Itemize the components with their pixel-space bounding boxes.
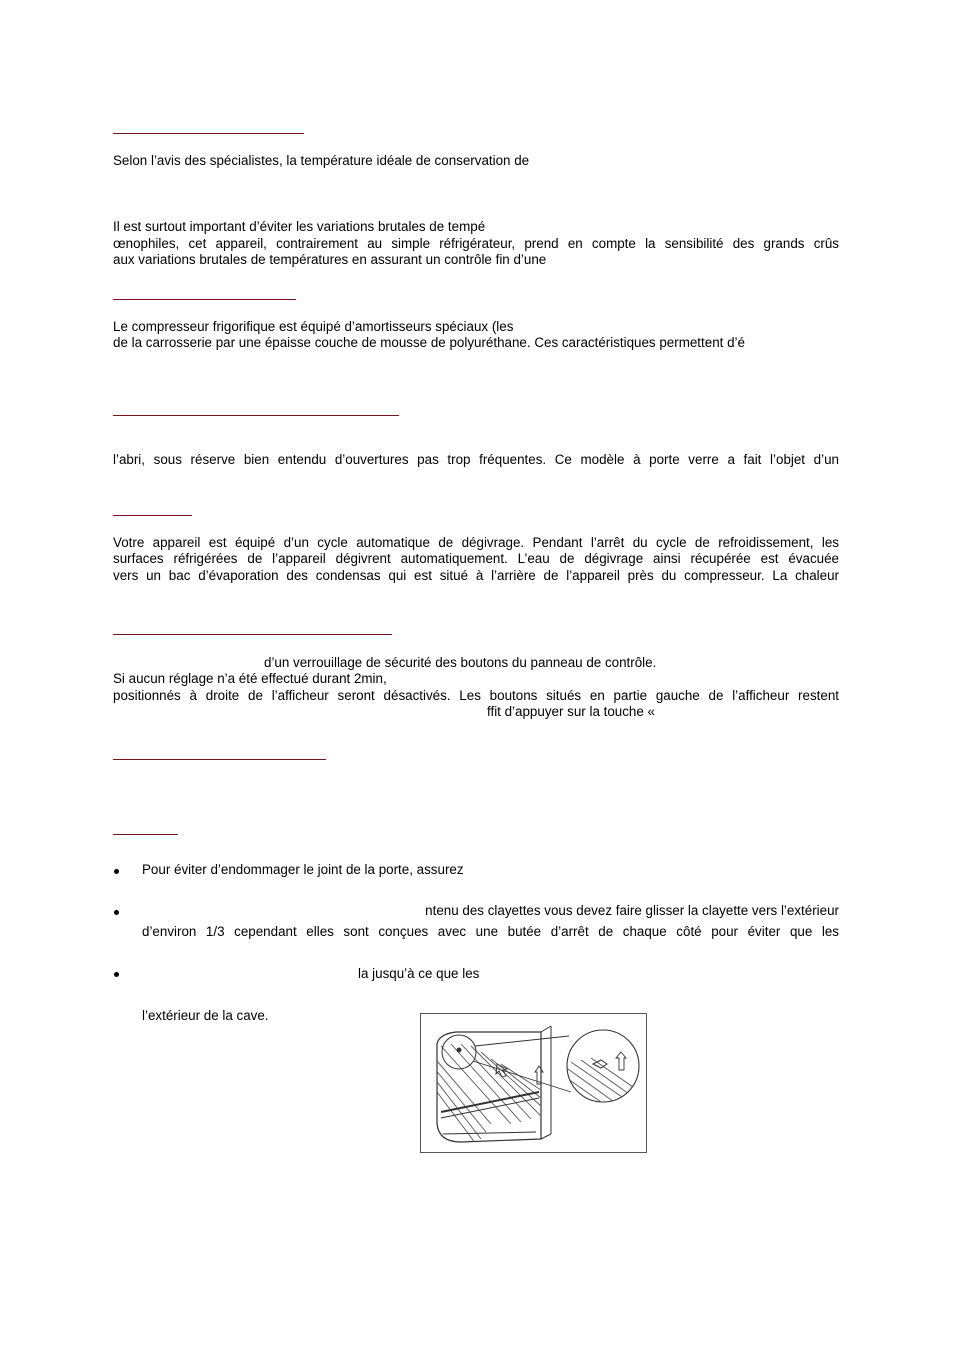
bullet-marker bbox=[114, 910, 119, 915]
heading-rule-3 bbox=[113, 415, 399, 416]
paragraph-line: œnophiles, cet appareil, contrairement au simple réfrigérateur, prend en compte la sensibilité des grands crûs bbox=[113, 236, 839, 251]
paragraph-line: ffit d’appuyer sur la touche « bbox=[487, 704, 655, 719]
shelf-drawing bbox=[421, 1014, 646, 1152]
heading-rule-5 bbox=[113, 634, 392, 635]
paragraph-line: de la carrosserie par une épaisse couche de mousse de polyuréthane. Ces caractéristiques permettent d’é bbox=[113, 335, 745, 350]
heading-rule-4 bbox=[113, 515, 192, 516]
trailing-text: l’extérieur de la cave. bbox=[142, 1008, 269, 1023]
shelf-illustration bbox=[420, 1013, 647, 1153]
bullet-text: d’environ 1/3 cependant elles sont conçues avec une butée d’arrêt de chaque côté pour éviter que les bbox=[142, 924, 839, 939]
paragraph-line: d’un verrouillage de sécurité des boutons du panneau de contrôle. bbox=[264, 655, 657, 670]
paragraph-line: l’abri, sous réserve bien entendu d’ouvertures pas trop fréquentes. Ce modèle à porte verre a fait l’objet d’un bbox=[113, 452, 839, 467]
heading-rule-2 bbox=[113, 299, 296, 300]
paragraph-line: Le compresseur frigorifique est équipé d’amortisseurs spéciaux (les bbox=[113, 319, 514, 334]
bullet-text: ntenu des clayettes vous devez faire glisser la clayette vers l’extérieur bbox=[425, 903, 839, 918]
paragraph-line: Votre appareil est équipé d’un cycle automatique de dégivrage. Pendant l’arrêt du cycle de refroidissement, les bbox=[113, 535, 839, 550]
bullet-text: Pour éviter d’endommager le joint de la porte, assurez bbox=[142, 862, 464, 877]
paragraph-line: aux variations brutales de températures en assurant un contrôle fin d’une bbox=[113, 252, 547, 267]
bullet-marker bbox=[114, 869, 119, 874]
paragraph-line: Il est surtout important d’éviter les variations brutales de tempé bbox=[113, 219, 486, 234]
paragraph-line: surfaces réfrigérées de l’appareil dégivrent automatiquement. L’eau de dégivrage ainsi récupérée est évacuée bbox=[113, 551, 839, 566]
paragraph-line: positionnés à droite de l’afficheur seront désactivés. Les boutons situés en partie gauche de l’afficheur restent bbox=[113, 688, 839, 703]
bullet-marker bbox=[114, 972, 119, 977]
heading-rule-1 bbox=[113, 133, 304, 134]
heading-rule-6 bbox=[113, 759, 326, 760]
paragraph-line: vers un bac d’évaporation des condensas qui est situé à l’arrière de l’appareil près du compresseur. La chaleur bbox=[113, 568, 839, 583]
paragraph-line: Selon l’avis des spécialistes, la température idéale de conservation de bbox=[113, 153, 530, 168]
paragraph-line: Si aucun réglage n’a été effectué durant 2min, bbox=[113, 671, 387, 686]
bullet-text: la jusqu’à ce que les bbox=[358, 966, 480, 981]
heading-rule-7 bbox=[113, 834, 178, 835]
